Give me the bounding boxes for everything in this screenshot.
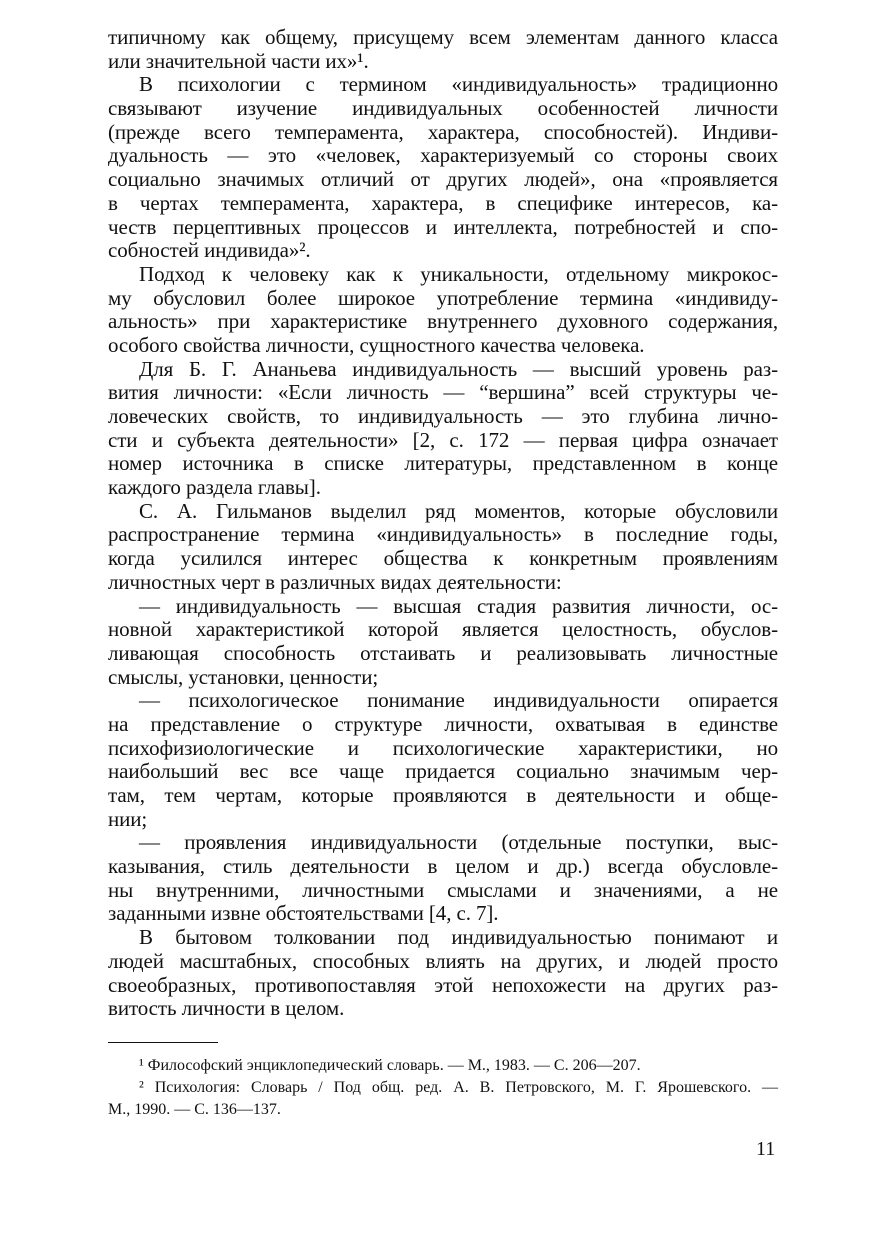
paragraph-line: распространение термина «индивидуальность» в последние годы, (108, 522, 778, 547)
paragraph-line: нии; (108, 806, 148, 831)
paragraph (108, 595, 778, 690)
footnote-separator (108, 1042, 218, 1043)
paragraph-line: сти и субъекта деятельности» [2, с. 172 — первая цифра означает (108, 427, 778, 452)
paragraph-line: или значительной части их»¹. (108, 48, 369, 73)
paragraph (108, 500, 778, 595)
paragraph-line: номер источника в списке литературы, представленном в конце (108, 451, 778, 476)
footnote (108, 1077, 778, 1121)
paragraph-line: когда усилился интерес общества к конкретным проявлениям (108, 546, 778, 571)
paragraph-line: ловеческих свойств, то индивидуальность — это глубина лично- (108, 404, 778, 428)
paragraph-line: новной характеристикой которой является целостность, обуслов- (108, 617, 778, 642)
paragraph-line: социально значимых отличий от других людей», она «проявляется (108, 167, 778, 192)
paragraph-line: людей масштабных, способных влиять на других, и людей просто (108, 948, 778, 973)
footnote-line: М., 1990. — С. 136—137. (108, 1101, 281, 1118)
paragraph-line: честв перцептивных процессов и интеллекта, потребностей и спо- (108, 214, 778, 239)
paragraph-line: Для Б. Г. Ананьева индивидуальность — высший уровень раз- (139, 356, 778, 381)
paragraph-line: личностных черт в различных видах деятельности: (108, 569, 562, 594)
paragraph-line: психофизиологические и психологические характеристики, но (108, 735, 778, 760)
paragraph-line: каждого раздела главы]. (108, 475, 321, 500)
footnote-line: ¹ Философский энциклопедический словарь. — М., 1983. — С. 206—207. (139, 1057, 641, 1074)
paragraph-line: дуальность — это «человек, характеризуемый со стороны своих (108, 143, 778, 168)
paragraph-line: типичному как общему, присущему всем элементам данного класса (108, 25, 778, 49)
paragraph-line: там, тем чертам, которые проявляются в деятельности и обще- (108, 783, 778, 807)
paragraph (108, 73, 778, 263)
paragraph-line: наибольший вес все чаще придается социально значимым чер- (108, 759, 778, 784)
paragraph-line: особого свойства личности, сущностного качества человека. (108, 332, 645, 357)
paragraph-line: на представление о структуре личности, охватывая в единстве (108, 711, 778, 736)
paragraph-line: собностей индивида»². (108, 238, 311, 263)
paragraph (108, 358, 778, 500)
paragraph-line: казывания, стиль деятельности в целом и др.) всегда обусловле- (108, 854, 778, 879)
paragraph-line: — проявления индивидуальности (отдельные поступки, выс- (139, 830, 778, 855)
page-number: 11 (756, 1138, 776, 1160)
body-text (108, 26, 778, 1021)
paragraph-line: альность» при характеристике внутреннего духовного содержания, (108, 309, 778, 334)
paragraph (108, 263, 778, 358)
paragraph-line: — психологическое понимание индивидуальности опирается (139, 688, 778, 713)
paragraph-line: Подход к человеку как к уникальности, отдельному микрокос- (139, 261, 778, 286)
paragraph-line: связывают изучение индивидуальных особенностей личности (108, 96, 778, 121)
paragraph-line: ны внутренними, личностными смыслами и значениями, а не (108, 877, 778, 902)
paragraph-line: В психологии с термином «индивидуальность» традиционно (139, 72, 778, 97)
paragraph-line: заданными извне обстоятельствами [4, с. 7]. (108, 901, 499, 926)
paragraph-line: (прежде всего темперамента, характера, способностей). Индиви- (108, 119, 778, 144)
paragraph-line: вития личности: «Если личность — “вершина” всей структуры че- (108, 380, 778, 405)
paragraph-line: в чертах темперамента, характера, в специфике интересов, ка- (108, 190, 778, 215)
paragraph-line: своеобразных, противопоставляя этой непохожести на других раз- (108, 972, 778, 997)
paragraph (108, 689, 778, 831)
paragraph (108, 26, 778, 73)
footnotes (108, 1055, 778, 1121)
paragraph-line: В бытовом толковании под индивидуальностью понимают и (139, 925, 778, 950)
footnote (108, 1055, 778, 1077)
paragraph-line: ливающая способность отстаивать и реализовывать личностные (108, 640, 778, 665)
paragraph-line: — индивидуальность — высшая стадия развития личности, ос- (139, 593, 778, 618)
paragraph-line: му обусловил более широкое употребление термина «индивиду- (108, 285, 778, 310)
footnote-line: ² Психология: Словарь / Под общ. ред. А. В. Петровского, М. Г. Ярошевского. — (139, 1079, 778, 1096)
paragraph-line: С. А. Гильманов выделил ряд моментов, которые обусловили (139, 498, 778, 523)
paragraph (108, 831, 778, 926)
paragraph-line: смыслы, установки, ценности; (108, 664, 379, 689)
paragraph (108, 926, 778, 1021)
paragraph-line: витость личности в целом. (108, 996, 345, 1021)
